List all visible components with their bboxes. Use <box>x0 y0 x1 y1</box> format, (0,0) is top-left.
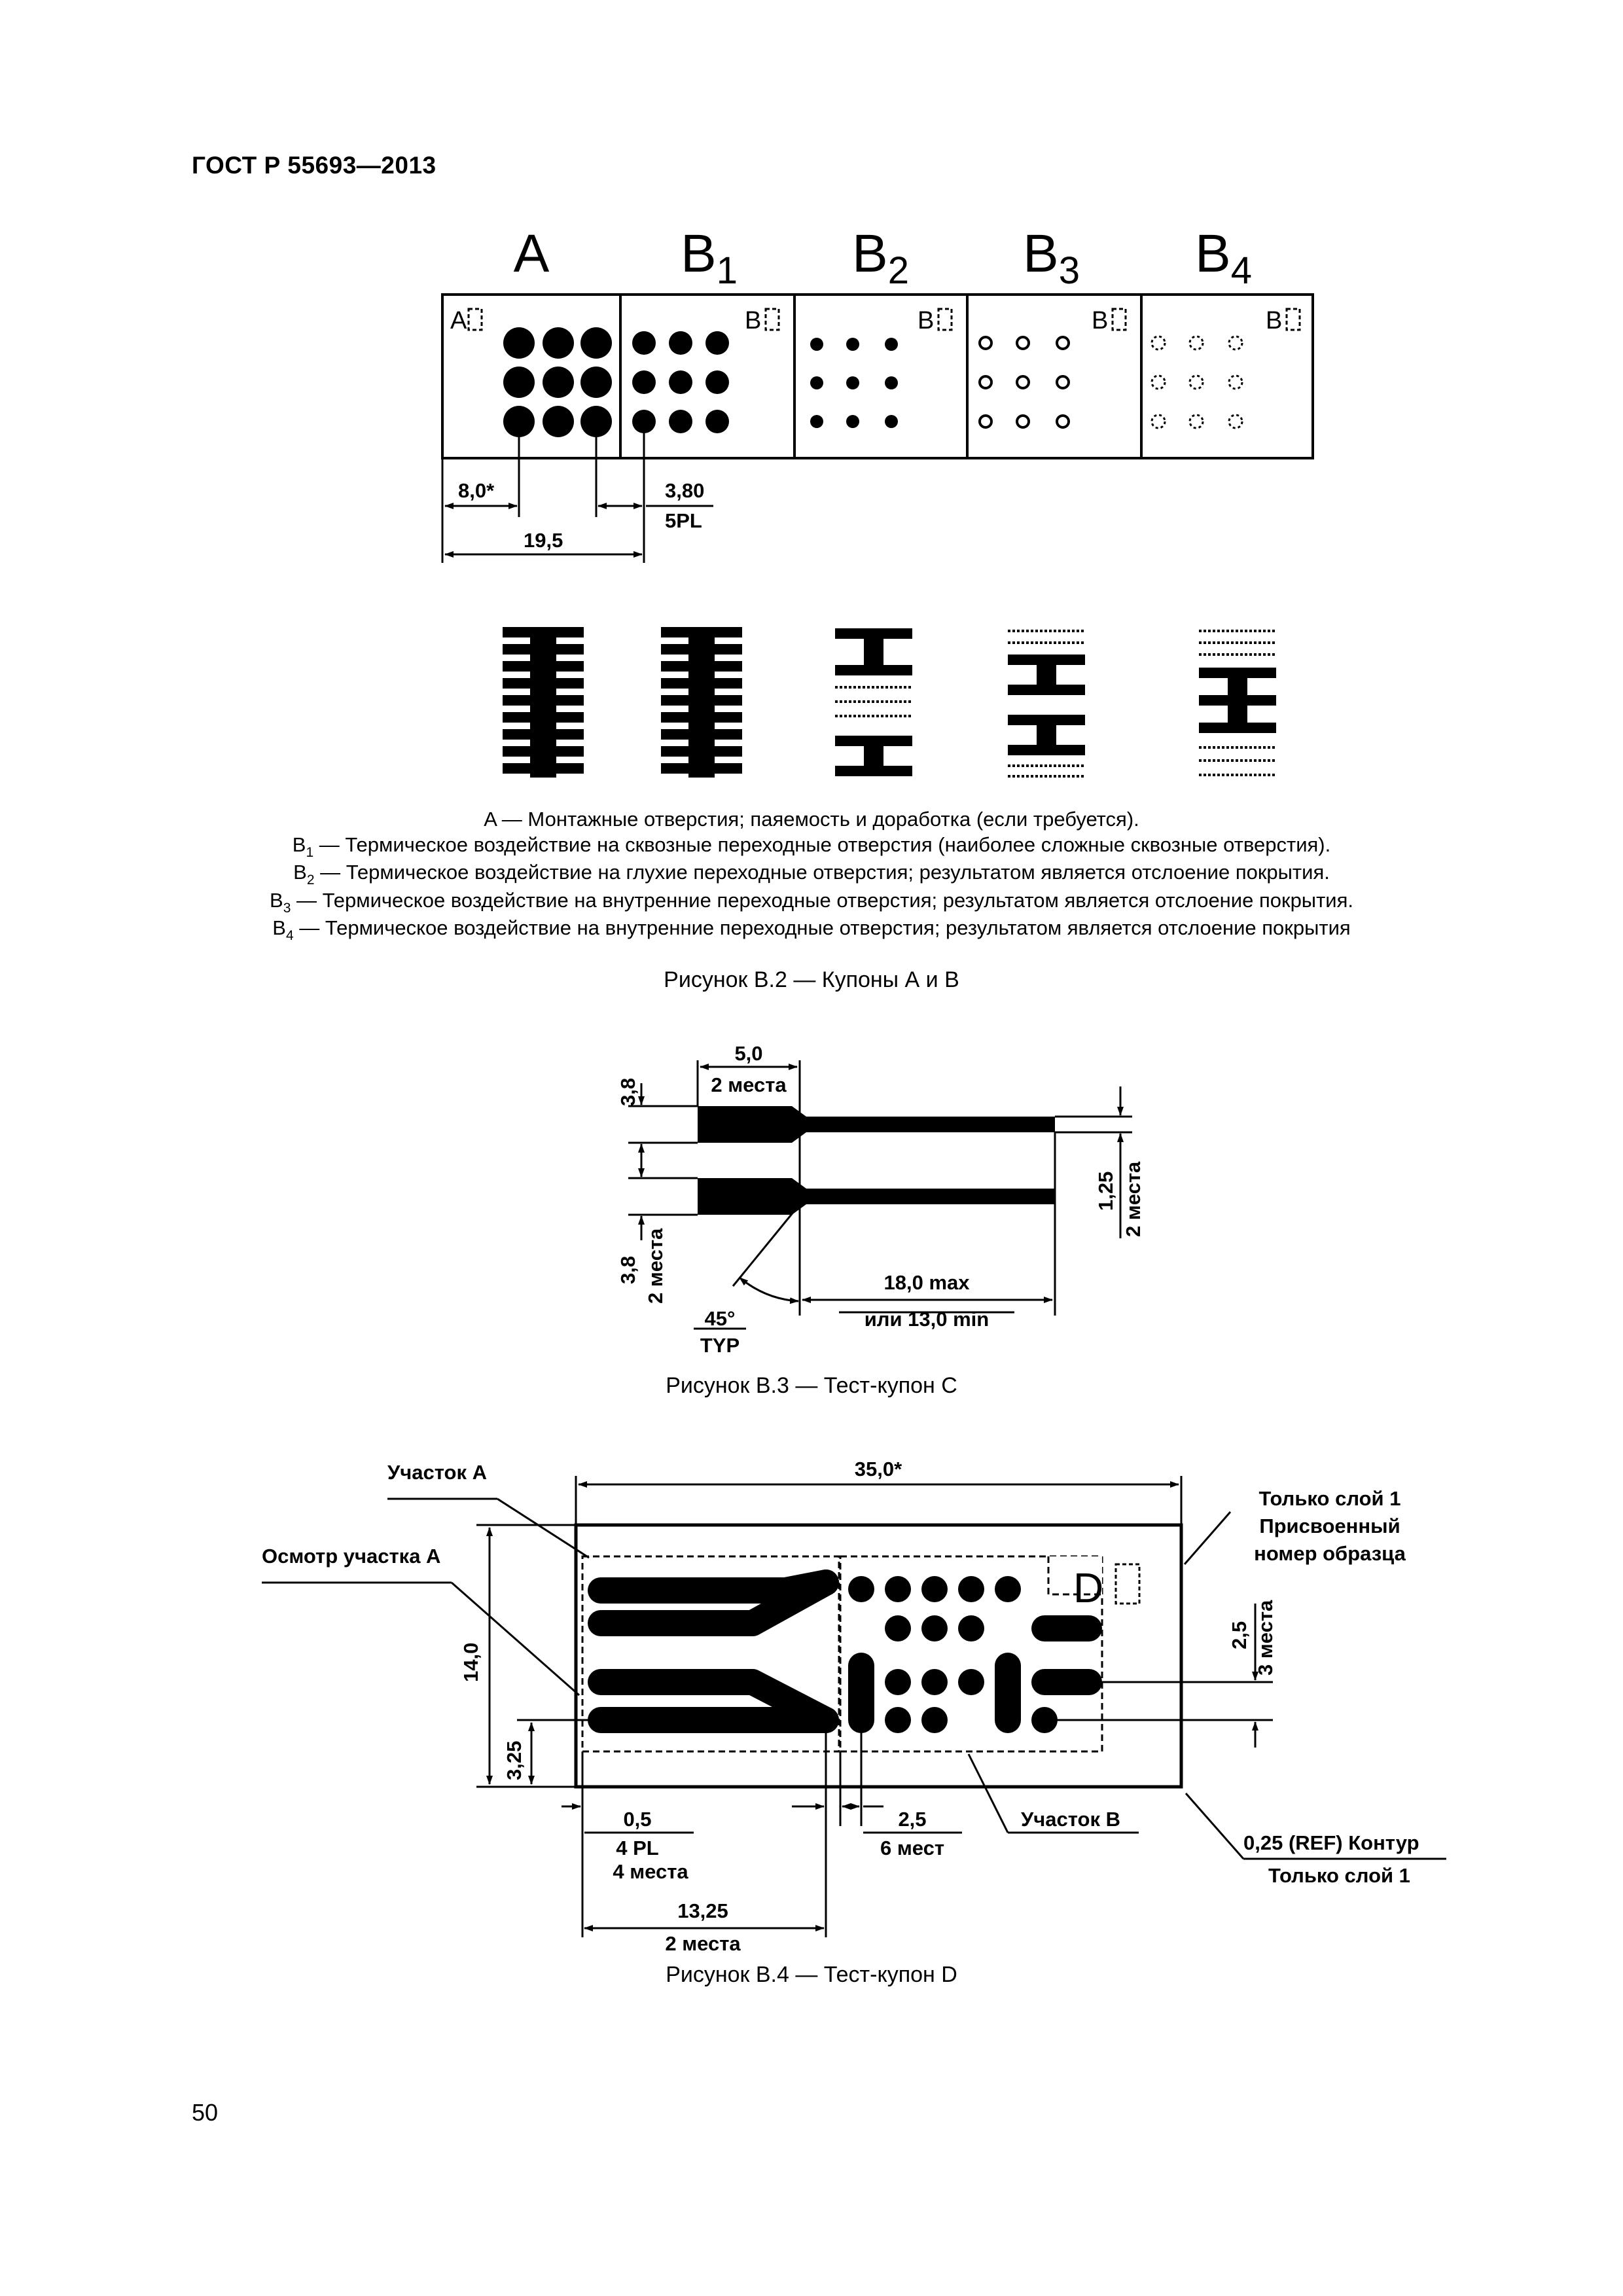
document-header: ГОСТ Р 55693—2013 <box>192 152 437 179</box>
dim-2-5-b: 2,5 <box>898 1808 927 1831</box>
figure-b2-coupons <box>0 0 1623 805</box>
pattern-b2 <box>835 628 912 776</box>
label-area-b: Участок В <box>1021 1808 1120 1831</box>
dim-3-8-top: 3,8 <box>616 1077 639 1106</box>
coupon-a-holes <box>503 327 612 437</box>
dim-13-25: 13,25 <box>677 1899 728 1922</box>
dim-2-places-b: 2 места <box>665 1932 741 1955</box>
label-assigned: Присвоенный <box>1259 1515 1400 1537</box>
dim-4pl: 4 PL <box>616 1837 659 1859</box>
title-a: A <box>513 224 550 283</box>
dim-2-5-v: 2,5 <box>1228 1621 1251 1649</box>
label-area-a: Участок А <box>387 1461 487 1484</box>
dim-13-min: или 13,0 min <box>864 1308 990 1331</box>
area-a-traces <box>601 1583 826 1720</box>
label-only-layer1: Только слой 1 <box>1258 1487 1401 1510</box>
dim-2-places-v: 2 места <box>644 1228 667 1304</box>
label-contour-note: Только слой 1 <box>1268 1864 1410 1887</box>
dim-5pl: 5PL <box>665 509 702 532</box>
dim-6-places: 6 мест <box>880 1837 945 1859</box>
legend-line-b2: $B_2$ — Термическое воздействие на глухие переходные отверстия; результатом является отслоение покрытия. <box>293 861 1330 888</box>
coupon-b2-panel <box>794 295 967 458</box>
dim-3-25: 3,25 <box>503 1740 526 1780</box>
pattern-a <box>503 627 584 778</box>
legend-line-a: A — Монтажные отверстия; паяемость и доработка (если требуется). <box>484 808 1139 831</box>
label-contour: 0,25 (REF) Контур <box>1243 1831 1419 1854</box>
page-number: 50 <box>192 2099 219 2126</box>
figure-b3-coupon-c <box>0 1021 1623 1374</box>
dim-3-80: 3,80 <box>665 479 705 502</box>
coupon-b4-panel <box>1141 295 1313 458</box>
dim-18-max: 18,0 max <box>883 1271 970 1294</box>
legend-line-b1: $B_1$ — Термическое воздействие на сквозные переходные отверстия (наиболее сложные сквозные отверстия). <box>292 833 1331 860</box>
coupon-c-traces <box>698 1106 1055 1215</box>
dim-5-0: 5,0 <box>734 1042 763 1065</box>
figure-b2-legend <box>0 807 1623 944</box>
dim-0-5: 0,5 <box>623 1808 652 1831</box>
pattern-b4 <box>1199 631 1276 775</box>
title-b4: $B_4$ <box>1195 224 1252 292</box>
pattern-b3 <box>1008 631 1085 776</box>
mark-a: A <box>450 307 467 334</box>
dim-19-5: 19,5 <box>524 529 563 552</box>
legend-line-b3: $B_3$ — Термическое воздействие на внутренние переходные отверстия; результатом является отслоение покрытия. <box>270 888 1353 916</box>
label-inspect-a: Осмотр участка А <box>262 1545 441 1568</box>
coupon-b3-panel <box>967 295 1141 458</box>
figure-b4-coupon-d <box>0 1440 1623 1957</box>
coupon-b1-holes <box>632 331 729 433</box>
figure-b4-caption: Рисунок В.4 — Тест-купон D <box>666 1962 957 1987</box>
dim-8-0: 8,0* <box>458 479 495 502</box>
dim-4-places: 4 места <box>613 1860 688 1883</box>
mark-b4: B <box>1266 307 1283 334</box>
dim-3-8-bottom: 3,8 <box>616 1255 639 1284</box>
coupon-b4-holes <box>1152 336 1242 428</box>
label-sample-num: номер образца <box>1254 1542 1406 1565</box>
dim-14: 14,0 <box>459 1642 482 1682</box>
figure-b3-caption: Рисунок В.3 — Тест-купон С <box>666 1373 957 1398</box>
dim-2-places: 2 места <box>711 1073 787 1096</box>
d-mark: D <box>1073 1564 1104 1611</box>
figure-b2-caption: Рисунок В.2 — Купоны А и В <box>664 967 959 992</box>
dim-typ: TYP <box>700 1334 740 1357</box>
title-b3: $B_3$ <box>1023 224 1080 292</box>
pattern-b1 <box>661 627 742 778</box>
coupon-b2-holes <box>810 338 898 428</box>
dim-2-places-r: 2 места <box>1122 1161 1145 1237</box>
coupon-b3-holes <box>980 337 1069 427</box>
area-b-holes <box>848 1576 1058 1733</box>
dim-1-25: 1,25 <box>1094 1171 1117 1211</box>
legend-line-b4: $B_4$ — Термическое воздействие на внутренние переходные отверстия; результатом является отслоение покрытия <box>272 916 1351 943</box>
dim-35: 35,0* <box>854 1458 902 1480</box>
mark-b1: B <box>745 307 762 334</box>
dim-3-places: 3 места <box>1254 1600 1277 1676</box>
mark-b3: B <box>1092 307 1109 334</box>
title-b1: $B_1$ <box>681 224 738 292</box>
dim-45: 45° <box>704 1307 736 1330</box>
mark-b2: B <box>918 307 935 334</box>
title-b2: $B_2$ <box>852 224 909 292</box>
